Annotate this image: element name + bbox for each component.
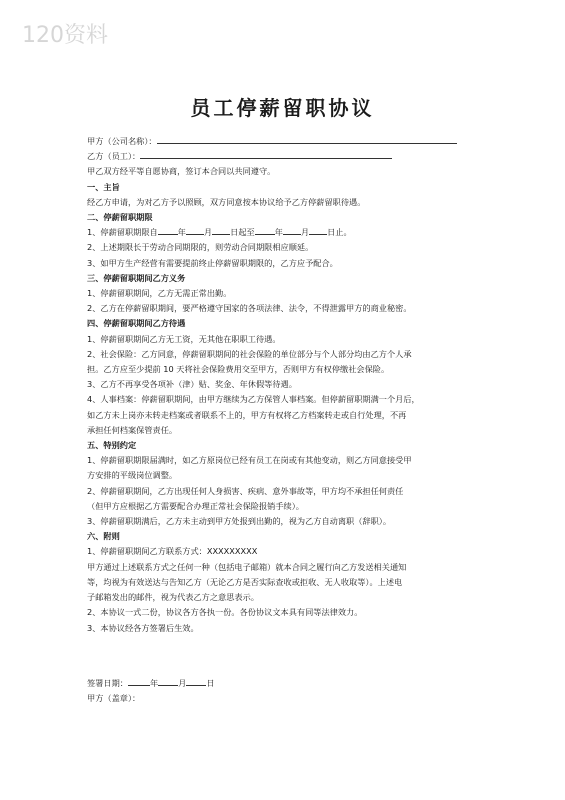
party-a-line [87, 134, 487, 149]
party-a-label: 甲方（公司名称）： [87, 136, 157, 146]
section-6-item-1: 1、停薪留职期间乙方联系方式：XXXXXXXXX [87, 546, 258, 557]
section-3-item-1: 1、停薪留职期间，乙方无需正常出勤。 [87, 288, 232, 299]
start-month-blank[interactable] [186, 225, 204, 235]
sign-day-blank[interactable] [186, 676, 206, 686]
section-4-item-4-line-3: 承担任何档案保管责任。 [87, 424, 178, 435]
section-6-item-3: 3、本协议经各方签署后生效。 [87, 622, 199, 633]
end-month-blank[interactable] [283, 225, 301, 235]
section-4-item-4-line-2: 如乙方未上岗亦未转走档案或者联系不上的，甲方有权将乙方档案转走或自行处理，不再 [87, 409, 407, 420]
section-1-heading: 一、主旨 [87, 181, 120, 192]
sign-year-blank[interactable] [128, 676, 150, 686]
section-4-item-2-line-1: 2、社会保险：乙方同意，停薪留职期间的社会保险的单位部分与个人部分均由乙方个人承 [87, 348, 412, 359]
section-2-item-3: 3、如甲方生产经营有需要提前终止停薪留职期限的，乙方应予配合。 [87, 257, 338, 268]
party-b-label: 乙方（员工）： [87, 151, 141, 162]
party-b-line [87, 149, 487, 164]
section-4-heading: 四、停薪留职期间乙方待遇 [87, 318, 186, 329]
section-1-paragraph: 经乙方申请，为对乙方予以照顾，双方同意按本协议给予乙方停薪留职待遇。 [87, 196, 366, 207]
section-2-item-2: 2、上述期限长于劳动合同期限的，则劳动合同期限相应顺延。 [87, 242, 314, 253]
section-2-item-1: 1、停薪留职期限自 年 月 日起至 年 月 日止。 [87, 227, 352, 238]
section-5-item-2-line-1: 2、停薪留职期间，乙方出现任何人身损害、疾病、意外事故等，甲方均不承担任何责任 [87, 485, 404, 496]
section-5-item-2-line-2: （但甲方应根据乙方需要配合办理正常社会保险报销手续）。 [87, 500, 304, 511]
start-day-blank[interactable] [212, 225, 230, 235]
section-4-item-2-line-2: 担。乙方应至少提前 10 天将社会保险费用交至甲方，否则甲方有权停缴社会保险。 [87, 364, 390, 375]
section-5-heading: 五、特别约定 [87, 440, 137, 451]
section-6-item-2: 2、本协议一式二份，协议各方各执一份。各份协议文本具有同等法律效力。 [87, 607, 363, 618]
section-5-item-1-line-2: 方安排的平级岗位调整。 [87, 470, 178, 481]
end-year-blank[interactable] [255, 225, 275, 235]
start-year-blank[interactable] [158, 225, 178, 235]
signing-date-line: 签署日期： 年 月 日 [87, 677, 215, 688]
section-4-item-4-line-1: 4、人事档案：停薪留职期间，由甲方继续为乙方保管人事档案。但停薪留职期满一个月后， [87, 394, 420, 405]
intro-text: 甲乙双方经平等自愿协商，签订本合同以共同遵守。 [87, 166, 276, 177]
section-5-item-3: 3、停薪留职期满后，乙方未主动到甲方处报到出勤的，视为乙方自动离职（辞职）。 [87, 516, 392, 527]
watermark-text: 120资料 [22, 23, 108, 48]
section-5-item-1-line-1: 1、停薪留职期限届满时，如乙方原岗位已经有员工在岗或有其他变动，则乙方同意接受甲 [87, 455, 412, 466]
section-3-heading: 三、停薪留职期间乙方义务 [87, 272, 186, 283]
section-4-item-1: 1、停薪留职期间乙方无工资，无其他在职职工待遇。 [87, 333, 281, 344]
document-body [87, 134, 487, 706]
section-2-heading: 二、停薪留职期限 [87, 212, 153, 223]
party-a-blank[interactable] [157, 134, 457, 144]
section-6-notice-line-3: 子邮箱发出的邮件，视为代表乙方之意思表示。 [87, 592, 259, 603]
end-day-blank[interactable] [309, 225, 327, 235]
section-6-notice-line-1: 甲方通过上述联系方式之任何一种（包括电子邮箱）就本合同之履行向乙方发送相关通知 [87, 561, 407, 572]
party-b-blank[interactable] [140, 149, 392, 159]
sign-month-blank[interactable] [158, 676, 178, 686]
party-a-seal-label: 甲方（盖章）： [87, 692, 141, 703]
section-6-notice-line-2: 等，均视为有效送达与告知乙方（无论乙方是否实际查收或拒收、无人收取等）。上述电 [87, 576, 403, 587]
document-title: 员工停薪留职协议 [190, 96, 375, 120]
signing-date-label: 签署日期： [87, 677, 128, 688]
section-6-heading: 六、附则 [87, 531, 120, 542]
spacer [87, 636, 487, 676]
section-4-item-3: 3、乙方不再享受各项补（津）贴、奖金、年休假等待遇。 [87, 379, 297, 390]
section-3-item-2: 2、乙方在停薪留职期间，要严格遵守国家的各项法律、法令，不得泄露甲方的商业秘密。 [87, 303, 412, 314]
